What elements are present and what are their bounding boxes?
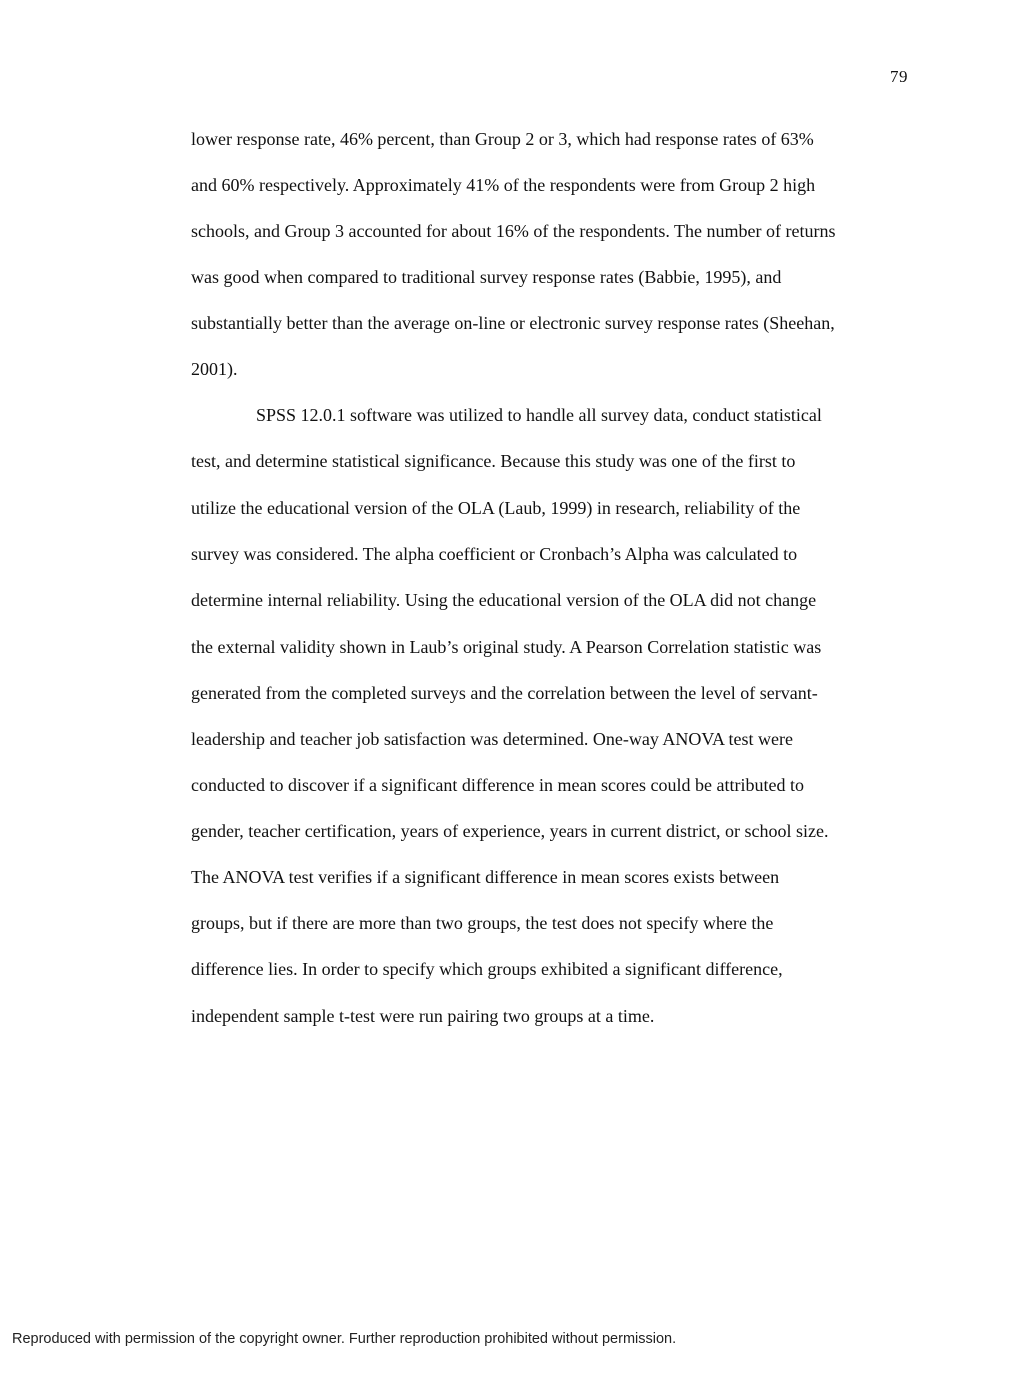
text-line: conducted to discover if a significant difference in mean scores could be attributed to [191, 775, 804, 795]
text-line: SPSS 12.0.1 software was utilized to handle all survey data, conduct statistical [256, 405, 822, 425]
text-line: utilize the educational version of the OLA (Laub, 1999) in research, reliability of the [191, 498, 801, 518]
text-line: 2001). [191, 359, 238, 379]
text-line: the external validity shown in Laub’s original study. A Pearson Correlation statistic was [191, 637, 822, 657]
text-line: substantially better than the average on-line or electronic survey response rates (Sheehan, [191, 313, 835, 333]
text-line: test, and determine statistical significance. Because this study was one of the first to [191, 451, 796, 471]
text-line: and 60% respectively. Approximately 41% of the respondents were from Group 2 high [191, 175, 816, 195]
text-line: gender, teacher certification, years of experience, years in current district, or school size. [191, 821, 829, 841]
text-line: leadership and teacher job satisfaction was determined. One-way ANOVA test were [191, 729, 793, 749]
text-line: independent sample t-test were run pairing two groups at a time. [191, 1006, 655, 1026]
copyright-footer: Reproduced with permission of the copyright owner. Further reproduction prohibited without permission. [12, 1331, 677, 1347]
text-line: difference lies. In order to specify which groups exhibited a significant difference, [191, 959, 783, 979]
text-line: groups, but if there are more than two groups, the test does not specify where the [191, 913, 774, 933]
text-line: survey was considered. The alpha coefficient or Cronbach’s Alpha was calculated to [191, 544, 798, 564]
text-line: determine internal reliability. Using the educational version of the OLA did not change [191, 590, 817, 610]
text-line: was good when compared to traditional survey response rates (Babbie, 1995), and [191, 267, 782, 287]
text-line: generated from the completed surveys and the correlation between the level of servant- [191, 683, 818, 703]
text-line: The ANOVA test verifies if a significant difference in mean scores exists between [191, 867, 780, 887]
page-number: 79 [890, 67, 908, 86]
text-line: lower response rate, 46% percent, than Group 2 or 3, which had response rates of 63% [191, 129, 814, 149]
text-line: schools, and Group 3 accounted for about 16% of the respondents. The number of returns [191, 221, 836, 241]
